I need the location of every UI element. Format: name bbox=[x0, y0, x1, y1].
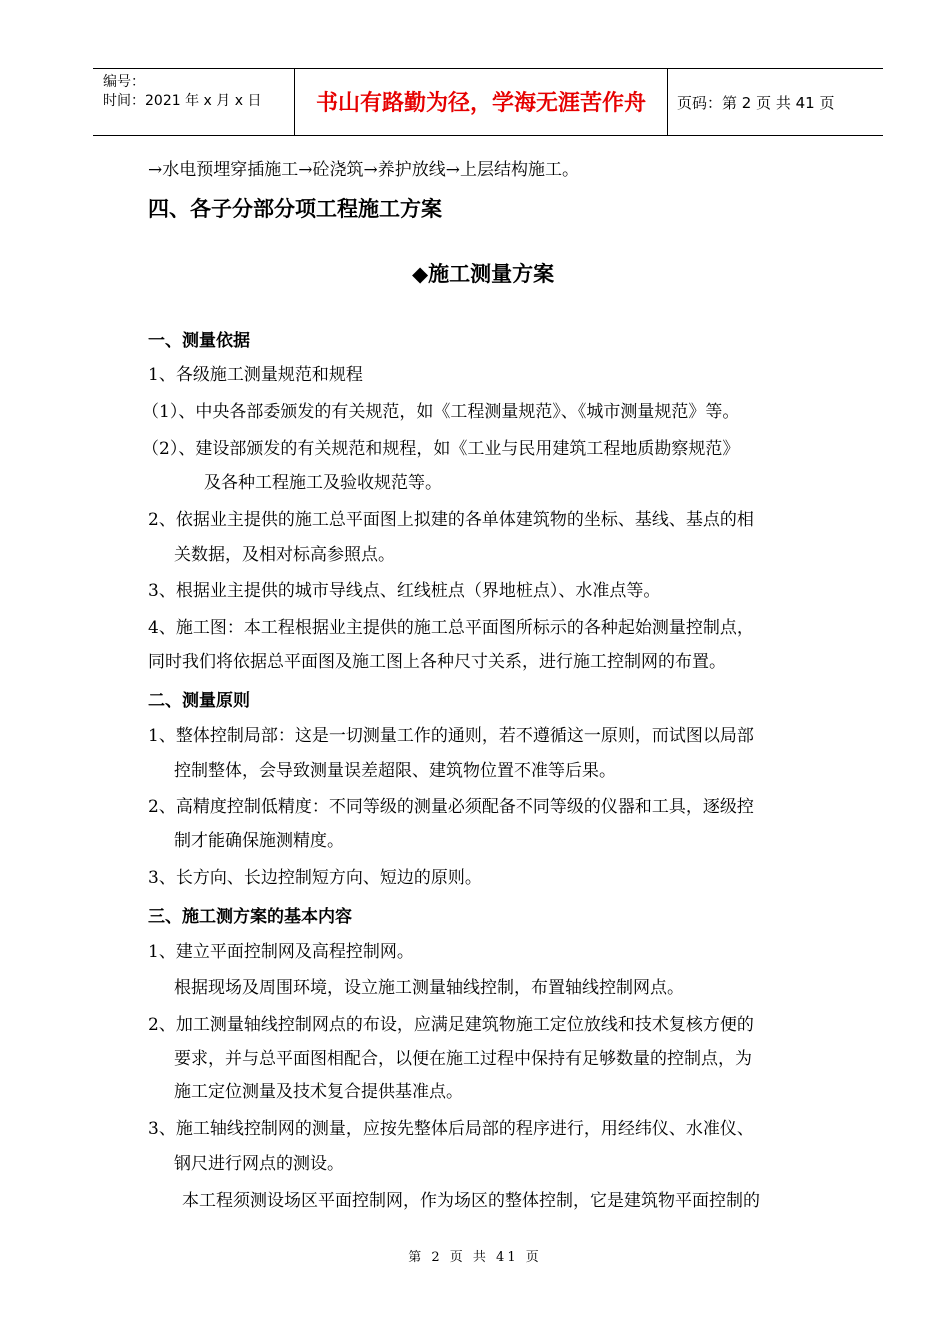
body-line: 同时我们将依据总平面图及施工图上各种尺寸关系，进行施工控制网的布置。 bbox=[148, 652, 726, 672]
body-line: 制才能确保施测精度。 bbox=[174, 831, 344, 851]
page-footer: 第 2 页 共 41 页 bbox=[408, 1250, 542, 1265]
body-line: （2）、建设部颁发的有关规范和规程，如《工业与民用建筑工程地质勘察规范》 bbox=[142, 439, 740, 459]
body-line: 要求，并与总平面图相配合，以便在施工过程中保持有足够数量的控制点，为 bbox=[174, 1049, 752, 1069]
body-line: 3、根据业主提供的城市导线点、红线桩点（界地桩点）、水准点等。 bbox=[148, 581, 661, 601]
body-line: →水电预埋穿插施工→砼浇筑→养护放线→上层结构施工。 bbox=[148, 160, 579, 180]
body-line: （1）、中央各部委颁发的有关规范，如《工程测量规范》、《城市测量规范》等。 bbox=[142, 402, 740, 422]
body-line: 1、各级施工测量规范和规程 bbox=[148, 365, 363, 385]
header-divider bbox=[667, 69, 668, 135]
header-motto: 书山有路勤为径，学海无涯苦作舟 bbox=[315, 90, 646, 116]
subsection-heading: 二、测量原则 bbox=[148, 691, 250, 711]
serial-label: 编号： bbox=[103, 74, 145, 90]
body-line: 本工程须测设场区平面控制网，作为场区的整体控制，它是建筑物平面控制的 bbox=[182, 1191, 760, 1211]
header-meta bbox=[103, 73, 261, 111]
subsection-heading: 三、施工测方案的基本内容 bbox=[148, 907, 352, 927]
body-line: 钢尺进行网点的测设。 bbox=[174, 1154, 344, 1174]
body-line: 关数据，及相对标高参照点。 bbox=[174, 545, 395, 565]
body-line: 1、建立平面控制网及高程控制网。 bbox=[148, 942, 414, 962]
body-line: 3、长方向、长边控制短方向、短边的原则。 bbox=[148, 868, 482, 888]
body-line: 根据现场及周围环境，设立施工测量轴线控制，布置轴线控制网点。 bbox=[174, 978, 684, 998]
body-line: 3、施工轴线控制网的测量，应按先整体后局部的程序进行，用经纬仪、水准仪、 bbox=[148, 1119, 754, 1139]
body-line: 2、高精度控制低精度：不同等级的测量必须配备不同等级的仪器和工具，逐级控 bbox=[148, 797, 754, 817]
page-header bbox=[93, 68, 883, 136]
body-line: 2、依据业主提供的施工总平面图上拟建的各单体建筑物的坐标、基线、基点的相 bbox=[148, 510, 754, 530]
time-text: 时间：2021 年 x 月 x 日 bbox=[103, 93, 262, 109]
body-line: 2、加工测量轴线控制网点的布设，应满足建筑物施工定位放线和技术复核方便的 bbox=[148, 1015, 754, 1035]
header-page-number: 页码：第 2 页 共 41 页 bbox=[677, 94, 835, 112]
section-title: ◆施工测量方案 bbox=[412, 261, 555, 286]
body-line: 施工定位测量及技术复合提供基准点。 bbox=[174, 1082, 463, 1102]
body-line: 及各种工程施工及验收规范等。 bbox=[204, 473, 442, 493]
body-line: 1、整体控制局部：这是一切测量工作的通则，若不遵循这一原则，而试图以局部 bbox=[148, 726, 754, 746]
subsection-heading: 一、测量依据 bbox=[148, 331, 250, 351]
section-heading: 四、各子分部分项工程施工方案 bbox=[148, 196, 442, 221]
body-line: 控制整体，会导致测量误差超限、建筑物位置不准等后果。 bbox=[174, 761, 616, 781]
body-line: 4、施工图：本工程根据业主提供的施工总平面图所标示的各种起始测量控制点， bbox=[148, 618, 754, 638]
